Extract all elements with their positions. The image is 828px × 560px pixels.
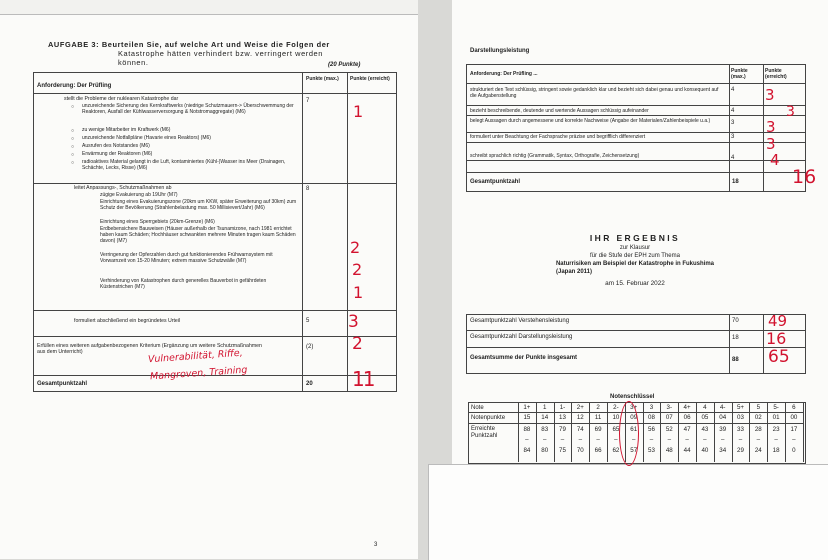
key-lower-cell: 70 [576,447,584,454]
key-lower-cell: 84 [523,447,531,454]
key-upper-cell: 79 [559,426,566,433]
result-heading: IHR ERGEBNIS [589,233,681,243]
key-grade-cell: 5- [773,404,779,411]
key-dash-cell: – [631,436,636,443]
summary-row-3-max: 88 [732,357,739,363]
key-title: Notenschlüssel [610,394,655,400]
key-dash-cell: – [578,436,583,443]
key-dash-cell: – [774,436,778,443]
key-label-notenpunkte: Notenpunkte [471,415,506,421]
handwritten-note-1: Vulnerabilität, Riffe, [147,347,244,366]
key-col-line [660,402,661,462]
key-notenpunkte-cell: 00 [790,414,798,421]
block1-max: 7 [306,98,310,104]
key-upper-cell: 65 [612,426,620,433]
key-label-grade: Note [471,405,484,411]
block2-reached-2: 2 [352,260,363,279]
result-block [520,232,750,290]
left-total-reached: 11 [352,367,374,391]
key-grade-cell: 4+ [683,404,691,411]
col-points-max: Punkte (max.) [306,76,339,82]
key-grade-cell: 3 [649,404,654,411]
key-col-line [714,402,715,462]
key-lower-cell: 44 [683,447,691,454]
key-col-line [767,402,768,462]
summary-row-1-max: 70 [732,318,739,324]
key-grade-cell: 4- [719,404,726,411]
key-notenpunkte-cell: 15 [523,414,531,421]
key-dash-cell: – [667,436,672,443]
result-line-4: (Japan 2011) [556,269,593,275]
block2-head: leitet Anpassungs-, Schutzmaßnahmen ab [74,185,172,191]
darstellung-total-reached: 16 [792,166,817,188]
key-upper-cell: 28 [754,426,762,433]
key-dash-cell: – [542,436,547,443]
darstellung-row-4: formuliert unter Beachtung der Fachsprache präzise und begrifflich differenziert [470,134,646,140]
key-col-line [696,402,697,462]
block3-max: 5 [306,318,310,324]
key-notenpunkte-cell: 03 [737,414,744,421]
key-upper-cell: 23 [772,426,780,433]
key-grade-cell: 5+ [736,404,745,411]
block3-item: formuliert abschließend ein begründetes Urteil [74,318,181,324]
key-notenpunkte-cell: 02 [754,414,762,421]
block1-list [82,103,300,171]
key-col-line [732,402,733,462]
key-upper-cell: 47 [683,426,691,433]
key-upper-cell: 39 [719,426,727,433]
key-grade-cell: 6 [792,404,796,411]
bullets-1: ○ ○ ○ ○ ○ ○ [71,104,75,166]
key-grade-cell: 2 [596,404,600,411]
task-title: AUFGABE 3: Beurteilen Sie, auf welche Art und Weise die Folgen der Katastrophe hätten verhindert bzw. verringert werden können. [48,40,330,67]
key-dash-cell: – [596,436,600,443]
darstellung-row-3-reached: 3 [766,118,776,136]
list-item: zu wenige Mitarbeiter im Kraftwerk (M6) [82,127,171,133]
key-notenpunkte-cell: 05 [701,414,709,421]
key-lower-cell: 0 [792,447,796,454]
key-col-line [536,402,537,462]
col-points-reached: Punkte (erreicht) [350,76,390,82]
key-dash-cell: – [525,436,529,443]
key-grade-cell: 1 [542,404,547,411]
key-notenpunkte-cell: 06 [683,414,691,421]
darstellung-row-1: strukturiert den Text schlüssig, stringent sowie gedanklich klar und bezieht sich dabei genau und konsequent auf die Aufgabenstellung [470,87,719,99]
key-col-line [571,402,572,462]
list-item: unzureichende Sicherung des Kernkraftwerks (niedrige Schutzmauern-> Überschwemmung der Reaktoren, Ausfall der Kühlwasserversorgung & Notstromaggregate) (M6) [82,103,294,115]
key-col-line [518,402,519,462]
list-item: Einrichtung eines Sperrgebiets (20km-Grenze) (M6) [100,219,215,225]
key-grade-cell: 2+ [576,404,584,411]
key-lower-cell: 57 [630,447,638,454]
darstellung-row-2-max: 4 [731,108,735,114]
darstellung-title: Darstellungsleistung [470,48,530,54]
left-total-label: Gesamtpunktzahl [37,381,88,387]
darstellung-row-3-max: 3 [731,120,735,126]
key-upper-cell: 88 [523,426,531,433]
key-grade-cell: 1+ [523,404,531,411]
darstellung-total-max: 18 [732,179,739,185]
key-dash-cell: – [614,436,618,443]
key-col-line [785,402,786,462]
darstellung-table [466,64,806,192]
darstellung-col-requirement: Anforderung: Der Prüfling ... [470,71,538,77]
key-upper-cell: 43 [701,426,709,433]
key-upper-cell: 52 [665,426,673,433]
summary-row-1-reached: 49 [768,312,788,330]
darstellung-row-2: bezieht beschreibende, deutende und wertende Aussagen schlüssig aufeinander [470,108,649,114]
key-upper-cell: 74 [576,426,584,433]
key-upper-cell: 83 [541,426,549,433]
block1-head: stellt die Probleme der nuklearen Katastrophe dar [64,96,179,102]
list-item: Erdbebensichere Bauweisen (Häuser außerhalb der Tsunamizone, nach 1981 errichtet haben kaum Schäden; Hochhäuser schwankten mehrere Minuten tragen kaum Schäden davon) (M7) [100,226,296,244]
block4-item: Erfüllen eines weiteren aufgabenbezogenen Kriterium (Ergänzung um weitere Schutzmaßnahmen aus dem Unterricht) [37,343,262,356]
key-dash-cell: – [649,436,654,443]
result-line-2: für die Stufe der EPH zum Thema [590,253,680,259]
key-dash-cell: – [703,436,707,443]
left-total-max: 20 [306,381,313,387]
key-notenpunkte-cell: 12 [576,414,584,421]
top-scan-strip [0,0,418,15]
key-col-line [749,402,750,462]
key-upper-cell: 61 [630,426,638,433]
list-item: Ausrufen des Notstandes (M6) [82,143,150,149]
block1-reached: 1 [353,102,364,121]
key-col-line [607,402,608,462]
key-lower-cell: 75 [559,447,566,454]
darstellung-row-2-reached: 3 [786,104,795,120]
key-dash-cell: – [738,436,743,443]
key-lower-cell: 29 [737,447,744,454]
block2-max: 8 [306,186,310,192]
key-lower-cell: 24 [754,447,762,454]
block2-list [100,192,300,290]
handwritten-note-2: Mangroven, Training [149,364,248,383]
key-grade-cell: 5 [756,404,761,411]
col-requirement: Anforderung: Der Prüfling [37,83,112,89]
key-col-line [589,402,590,462]
darstellung-col-reached: Punkte (erreicht) [765,68,787,80]
key-col-line [554,402,555,462]
summary-row-3-label: Gesamtsumme der Punkte insgesamt [470,355,578,361]
key-lower-cell: 34 [719,447,727,454]
result-line-3: Naturrisiken am Beispiel der Katastrophe in Fukushima [555,261,715,267]
list-item: zügige Evakuierung ab 19Uhr (M7) [100,192,178,198]
darstellung-row-3: belegt Aussagen durch angemessene und korrekte Nachweise (Angabe der Materialen/Zahlenbeispiele u.a.) [470,118,711,124]
key-grade-cell: 3+ [630,404,638,411]
task-points: (20 Punkte) [328,62,361,68]
summary-row-2-label: Gesamtpunktzahl Darstellungsleistung [470,334,573,340]
key-notenpunkte-cell: 07 [665,414,673,421]
key-label-points: Erreichte Punktzahl [471,426,498,439]
list-item: radioaktives Material gelangt in die Luft, kontaminiertes (Kühl-)Wasser ins Meer (Drainagen, Schächte, Lecks, Risse) (M6) [82,159,286,171]
darstellung-row-1-reached: 3 [765,86,775,104]
key-upper-cell: 17 [790,426,798,433]
page-number: 3 [374,542,378,548]
key-notenpunkte-cell: 14 [541,414,549,421]
circled-grade-marker [619,401,639,466]
darstellung-row-4-max: 3 [731,134,735,140]
list-item: Erwärmung der Reaktoren (M6) [82,151,153,157]
block4-reached: 2 [352,334,363,354]
darstellung-row-1-max: 4 [731,87,735,93]
key-lower-cell: 80 [541,447,549,454]
result-date: am 15. Februar 2022 [605,280,665,287]
darstellung-col-max: Punkte (max.) [731,68,748,80]
darstellung-row-5-max: 4 [731,155,735,161]
key-notenpunkte-cell: 09 [630,414,638,421]
block3-reached: 3 [348,312,359,332]
key-notenpunkte-cell: 08 [648,414,655,421]
key-grade-cell: 2- [613,404,619,411]
key-dash-cell: – [560,436,565,443]
list-item: unzureichende Notfallpläne (Havarie eines Reaktors) (M6) [82,135,211,141]
summary-row-2-reached: 16 [766,329,787,348]
list-item: Verhinderung von Katastrophen durch generelles Bauverbot in gefährdeten Küstenstrichen (M7) [100,278,267,290]
key-upper-cell: 69 [594,426,602,433]
key-upper-cell: 56 [648,426,655,433]
block2-reached-1: 2 [350,238,361,257]
key-upper-cell: 33 [737,426,744,433]
key-grade-cell: 1- [559,404,566,411]
darstellung-row-4-reached: 3 [766,135,776,153]
key-notenpunkte-cell: 01 [772,414,780,421]
key-grade-cell: 3- [666,404,673,411]
darstellung-row-5-reached: 4 [770,151,780,169]
key-notenpunkte-cell: 13 [559,414,566,421]
key-lower-cell: 62 [612,447,620,454]
summary-row-3-reached: 65 [768,347,790,367]
summary-row-1-label: Gesamtpunktzahl Verstehensleistung [470,318,570,324]
key-dash-cell: – [720,436,725,443]
key-lower-cell: 53 [648,447,655,454]
darstellung-row-5: schreibt sprachlich richtig (Grammatik, Syntax, Orthografie, Zeichensetzung) [470,153,640,159]
key-lower-cell: 48 [665,447,673,454]
list-item: Einrichtung eines Evakuierungszone (20km um KKW, später Erweiterung auf 30km) zum Schutz der Bevölkerung (Strahlenbelastung max. 50 Millisievert/Jahr) (M6) [100,199,297,211]
key-col-line [643,402,644,462]
darstellung-total-label: Gesamtpunktzahl [470,179,521,185]
block2-reached-3: 1 [353,283,364,302]
key-dash-cell: – [685,436,689,443]
overlapping-sheet [428,464,828,560]
key-grade-cell: 4 [703,404,707,411]
key-dash-cell: – [756,436,761,443]
key-lower-cell: 18 [772,447,780,454]
key-lower-cell: 40 [701,447,709,454]
summary-row-2-max: 18 [732,335,739,341]
key-col-line [678,402,679,462]
key-notenpunkte-cell: 04 [719,414,727,421]
key-notenpunkte-cell: 10 [612,414,620,421]
list-item: Verringerung der Opferzahlen durch gut funktionierendes Frühwarnsystem mit Vorwarnzeit von 15-20 Minuten; extrem massive Schutzwälle (M7) [100,252,273,264]
key-col-line [803,402,804,462]
block4-max: (2) [306,344,314,350]
key-notenpunkte-cell: 11 [594,414,602,421]
key-dash-cell: – [792,436,796,443]
result-line-1: zur Klausur [619,245,651,251]
key-lower-cell: 66 [594,447,602,454]
